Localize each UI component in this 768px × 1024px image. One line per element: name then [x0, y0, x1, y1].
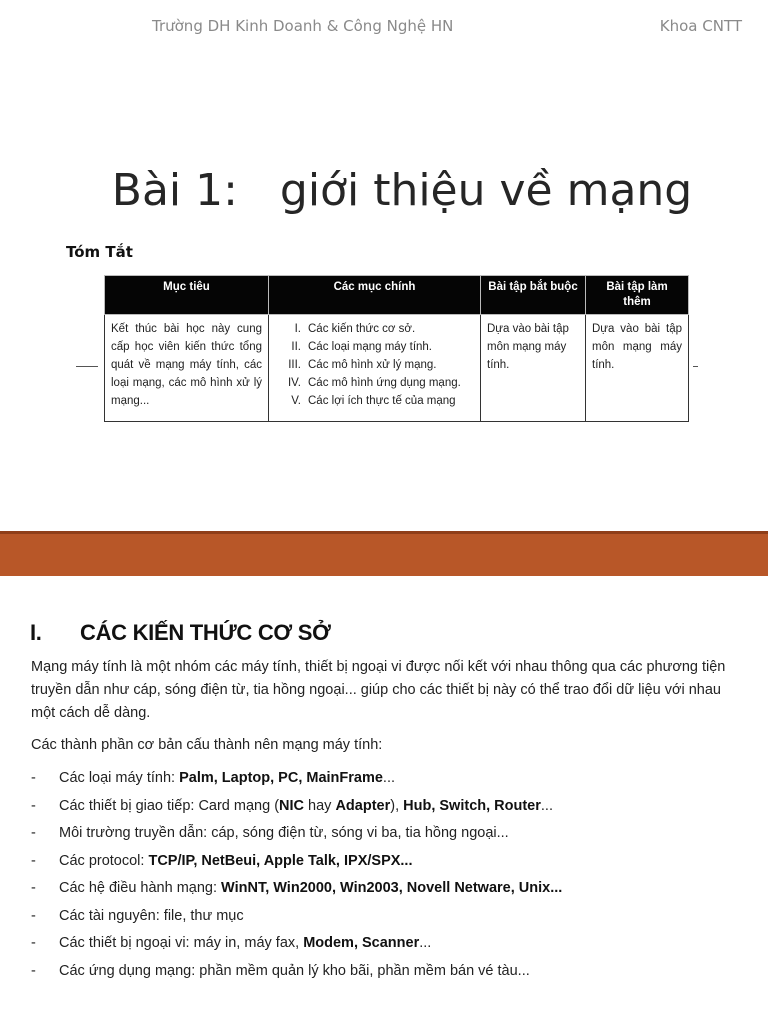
- required-exercises-cell: Dựa vào bài tập môn mạng máy tính.: [481, 315, 586, 422]
- header-school-name: Trường DH Kinh Doanh & Công Nghệ HN: [152, 17, 454, 35]
- extra-exercises-cell: Dựa vào bài tập môn mạng máy tính.: [586, 315, 689, 422]
- main-items-cell: [269, 315, 481, 422]
- right-dash-mark: [693, 366, 698, 367]
- components-list: [31, 765, 743, 985]
- list-item: - Các thiết bị giao tiếp: Card mạng (NIC hay Adapter), Hub, Switch, Router...: [31, 797, 553, 814]
- section-number: I.: [30, 620, 42, 645]
- main-item: IV. Các mô hình ứng dụng mạng.: [287, 377, 461, 389]
- main-items-list: [275, 320, 474, 410]
- intro-paragraph: Mạng máy tính là một nhóm các máy tính, thiết bị ngoại vi được nối kết với nhau thông qua các phương tiện truyền dẫn như cáp, sóng điện từ, tia hồng ngoại... giúp cho các thiết bị này có thể trao đổi dữ liệu với nhau một cách dễ dàng.: [31, 659, 726, 721]
- list-item: - Môi trường truyền dẫn: cáp, sóng điện từ, sóng vi ba, tia hồng ngoại...: [31, 825, 509, 841]
- summary-row: [105, 315, 689, 422]
- list-item: - Các loại máy tính: Palm, Laptop, PC, MainFrame...: [31, 770, 396, 786]
- main-item: V. Các lợi ích thực tế của mạng: [291, 395, 456, 407]
- list-item: - Các ứng dụng mạng: phần mềm quản lý kho bãi, phần mềm bán vé tàu...: [31, 962, 530, 979]
- col-extra-exercises: Bài tập làm thêm: [586, 276, 689, 315]
- main-item: III. Các mô hình xử lý mạng.: [288, 359, 437, 371]
- header-faculty: Khoa CNTT: [659, 17, 742, 35]
- summary-table: [104, 275, 689, 422]
- main-item: II. Các loại mạng máy tính.: [291, 341, 433, 353]
- list-item: - Các thiết bị ngoại vi: máy in, máy fax, Modem, Scanner...: [31, 935, 432, 951]
- slide-title: Bài 1: giới thiệu về mạng: [111, 165, 693, 216]
- list-item: - Các hệ điều hành mạng: WinNT, Win2000, Win2003, Novell Netware, Unix...: [31, 880, 563, 896]
- divider-band: [0, 531, 768, 576]
- summary-header-row: [105, 276, 689, 315]
- section-heading: CÁC KIẾN THỨC CƠ SỞ: [80, 620, 331, 645]
- col-main-items: Các mục chính: [269, 276, 481, 315]
- list-item: - Các protocol: TCP/IP, NetBeui, Apple Talk, IPX/SPX...: [31, 852, 413, 869]
- divider-band-edge: [0, 531, 768, 534]
- col-objective: Mục tiêu: [105, 276, 269, 315]
- main-item: I. Các kiến thức cơ sở.: [294, 323, 416, 335]
- components-intro: Các thành phần cơ bản cấu thành nên mạng máy tính:: [31, 737, 383, 753]
- section-title: [30, 620, 331, 646]
- left-dash-mark: [76, 366, 98, 367]
- summary-label: Tóm Tắt: [66, 243, 133, 261]
- col-required-exercises: Bài tập bắt buộc: [481, 276, 586, 315]
- objective-cell: Kết thúc bài học này cung cấp học viên kiến thức tổng quát về mạng máy tính, các loại mạng, các mô hình xử lý mạng...: [105, 315, 269, 422]
- list-item: - Các tài nguyên: file, thư mục: [31, 907, 244, 924]
